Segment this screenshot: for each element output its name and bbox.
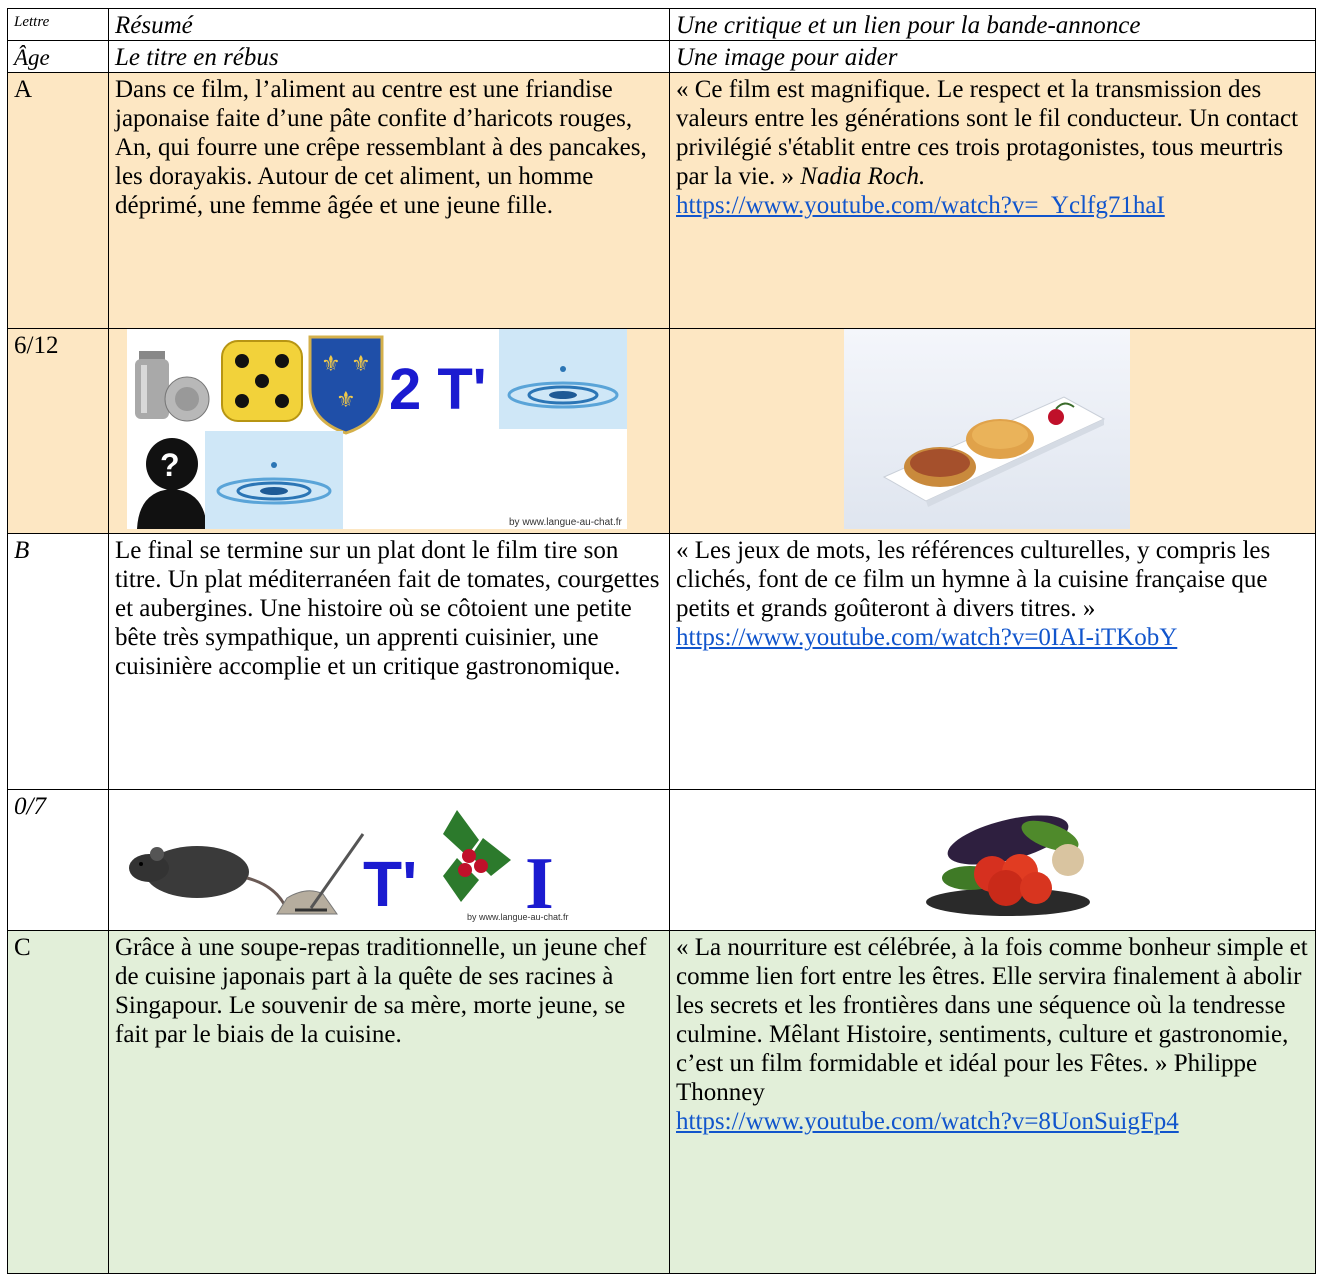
header-resume: Résumé — [109, 9, 670, 41]
film-row-a — [8, 73, 1316, 329]
water-drop-icon — [499, 329, 627, 429]
rebus-image — [127, 790, 597, 924]
film-review — [670, 931, 1316, 1274]
header-image: Une image pour aider — [670, 41, 1316, 73]
header-row-1 — [8, 9, 1316, 41]
rebus-cell — [109, 790, 670, 931]
milk-can-icon — [135, 351, 209, 421]
review-text: « Ce film est magnifique. Le respect et la transmission des valeurs entre les générations sont le fil conducteur. Un contact privilégié s'établit entre ces trois protagonistes, tous meurtris par la vie. » — [676, 76, 1299, 190]
film-letter: B — [8, 534, 109, 790]
svg-text:⚜: ⚜ — [321, 352, 341, 377]
image-credit: by www.langue-au-chat.fr — [509, 517, 622, 528]
vegetables-icon — [926, 806, 1090, 916]
water-drop-icon-2 — [205, 431, 343, 529]
film-age: 6/12 — [8, 329, 109, 534]
help-image-cell — [670, 329, 1316, 534]
svg-text:⚜: ⚜ — [336, 388, 356, 413]
help-image-cell — [670, 790, 1316, 931]
header-titre: Le titre en rébus — [109, 41, 670, 73]
die-icon — [222, 341, 302, 421]
film-review — [670, 534, 1316, 790]
header-lettre: Lettre — [8, 9, 109, 41]
trailer-link[interactable]: https://www.youtube.com/watch?v=_Yclfg71haI — [676, 192, 1165, 219]
header-critique: Une critique et un lien pour la bande-annonce — [670, 9, 1316, 41]
film-row-b — [8, 534, 1316, 790]
holly-icon — [443, 810, 511, 902]
film-summary: Le final se termine sur un plat dont le film tire son titre. Un plat méditerranéen fait de tomates, courgettes et aubergines. Une histoire où se côtoient une petite bête très sympathique, un apprenti cuisinier, une cuisinière accomplie et un critique gastronomique. — [109, 534, 670, 790]
unknown-person-icon — [137, 438, 207, 529]
header-row-2 — [8, 41, 1316, 73]
rebus-text-2: I — [525, 843, 554, 924]
film-table — [7, 8, 1316, 1274]
film-letter: A — [8, 73, 109, 329]
film-age: 0/7 — [8, 790, 109, 931]
review-text: « La nourriture est célébrée, à la fois comme bonheur simple et comme lien fort entre les êtres. Elle servira finalement à abolir les secrets et les frontières dans une séquence où la tendresse culmine. Mêlant Histoire, sentiments, culture et gastronomie, c’est un film formidable et idéal pour les Fêtes. » Philippe Thonney — [676, 934, 1308, 1106]
film-image-row-b — [8, 790, 1316, 931]
dorayaki-image — [844, 329, 1130, 529]
film-image-row-a — [8, 329, 1316, 534]
image-credit: by www.langue-au-chat.fr — [467, 912, 569, 922]
review-author: Nadia Roch. — [800, 163, 926, 190]
film-summary: Dans ce film, l’aliment au centre est une friandise japonaise faite d’une pâte confite d’haricots rouges, An, qui fourre une crêpe ressemblant à des pancakes, les dorayakis. Autour de cet aliment, un homme déprimé, une femme âgée et une jeune fille. — [109, 73, 670, 329]
rake-icon — [277, 834, 363, 914]
svg-text:?: ? — [160, 447, 180, 483]
rat-icon — [129, 846, 287, 910]
film-review — [670, 73, 1316, 329]
svg-text:⚜: ⚜ — [351, 352, 371, 377]
header-age: Âge — [8, 41, 109, 73]
rebus-text-1: T' — [363, 848, 418, 920]
rebus-cell — [109, 329, 670, 534]
film-letter: C — [8, 931, 109, 1274]
fleur-de-lis-shield-icon — [310, 337, 382, 433]
review-text: « Les jeux de mots, les références culturelles, y compris les clichés, font de ce film un hymne à la cuisine française que petits et grands goûteront à divers titres. » — [676, 537, 1271, 622]
vegetables-image — [880, 790, 1136, 924]
film-row-c — [8, 931, 1316, 1274]
trailer-link[interactable]: https://www.youtube.com/watch?v=8UonSuigFp4 — [676, 1108, 1179, 1135]
trailer-link[interactable]: https://www.youtube.com/watch?v=0IAI-iTKobY — [676, 624, 1178, 651]
rebus-text: 2 T' — [389, 357, 487, 422]
film-summary: Grâce à une soupe-repas traditionnelle, un jeune chef de cuisine japonais part à la quête de ses racines à Singapour. Le souvenir de sa mère, morte jeune, se fait par le biais de la cuisine. — [109, 931, 670, 1274]
rebus-image — [127, 329, 627, 529]
